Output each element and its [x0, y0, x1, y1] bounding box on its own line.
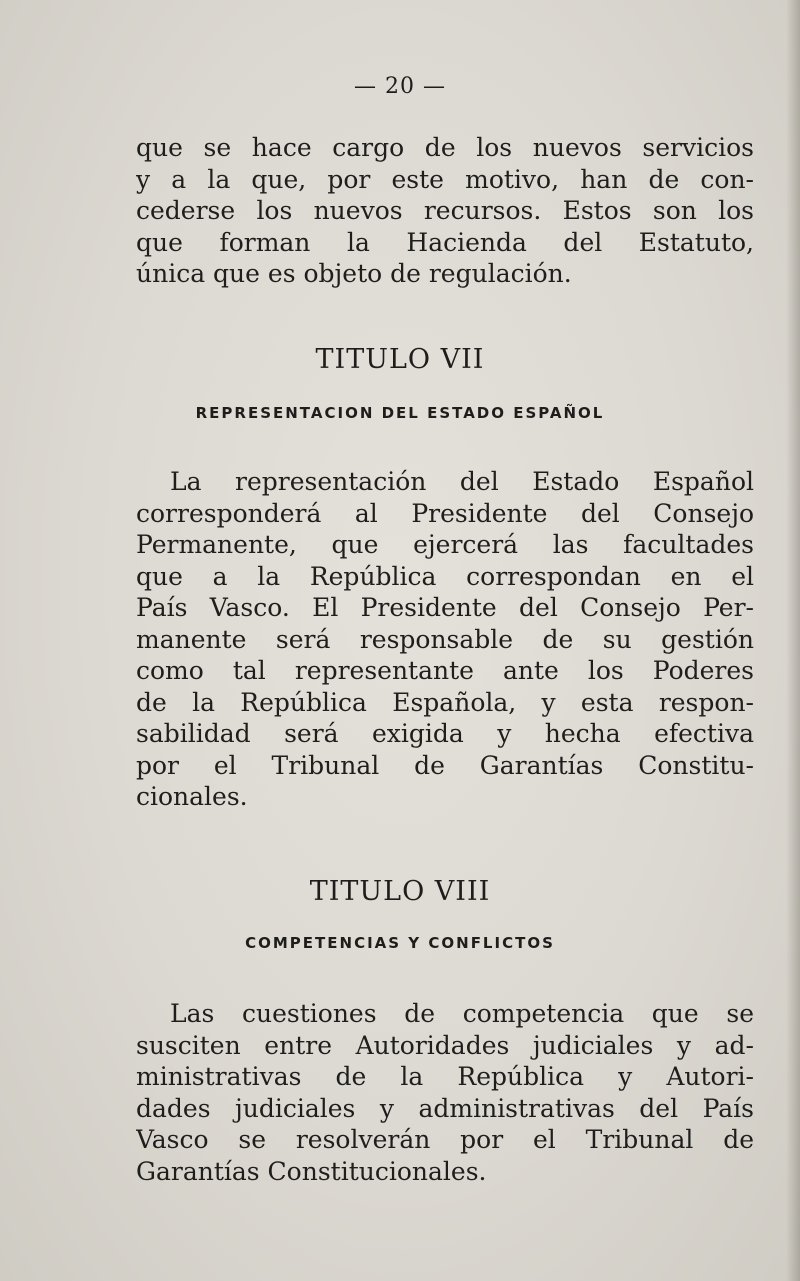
- section-subheading-representacion: REPRESENTACION DEL ESTADO ESPAÑOL: [195, 404, 605, 422]
- section-heading-titulo-viii: TITULO VIII: [309, 876, 491, 907]
- text-line: La representación del Estado Español: [170, 467, 754, 496]
- text-line: Permanente, que ejercerá las facultades: [136, 530, 754, 559]
- page-edge-shadow: [786, 0, 800, 1281]
- text-line: corresponderá al Presidente del Consejo: [136, 498, 754, 528]
- text-line: dades judiciales y administrativas del País: [136, 1093, 754, 1123]
- paragraph-hacienda: [136, 132, 754, 290]
- text-line: ministrativas de la República y Autori-: [136, 1062, 754, 1091]
- text-line: única que es objeto de regulación.: [136, 259, 572, 288]
- text-line: como tal representante ante los Poderes: [136, 656, 754, 685]
- text-line: manente será responsable de su gestión: [136, 624, 754, 654]
- paragraph-competencias: [136, 998, 754, 1187]
- text-line: que a la República correspondan en el: [136, 561, 754, 591]
- text-line: por el Tribunal de Garantías Constitu-: [136, 750, 754, 780]
- text-line: sabilidad será exigida y hecha efectiva: [136, 719, 754, 748]
- text-line: Las cuestiones de competencia que se: [170, 999, 754, 1028]
- text-line: que forman la Hacienda del Estatuto,: [136, 227, 754, 257]
- text-line: Garantías Constitucionales.: [136, 1156, 487, 1186]
- text-line: cionales.: [136, 782, 248, 811]
- section-subheading-competencias: COMPETENCIAS Y CONFLICTOS: [245, 934, 555, 952]
- text-line: cederse los nuevos recursos. Estos son los: [136, 196, 754, 225]
- text-line: País Vasco. El Presidente del Consejo Per-: [136, 593, 754, 622]
- text-line: que se hace cargo de los nuevos servicios: [136, 133, 754, 162]
- text-line: y a la que, por este motivo, han de con-: [136, 164, 754, 194]
- paragraph-representacion: [136, 466, 754, 813]
- text-line: de la República Española, y esta respon-: [136, 687, 754, 717]
- text-line: Vasco se resolverán por el Tribunal de: [136, 1125, 754, 1154]
- text-line: susciten entre Autoridades judiciales y ad-: [136, 1030, 754, 1060]
- section-heading-titulo-vii: TITULO VII: [315, 344, 485, 375]
- page-number: — 20 —: [354, 74, 446, 99]
